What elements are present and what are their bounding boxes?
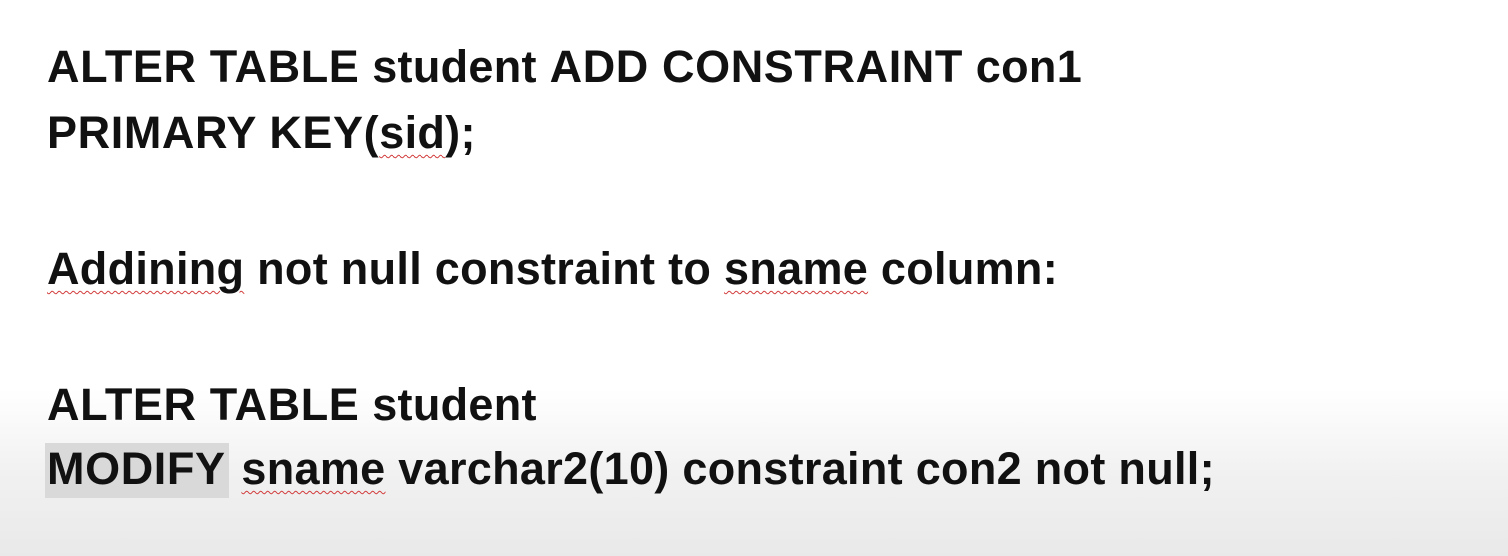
keyword-alter-table: ALTER TABLE [47, 41, 360, 92]
spellcheck-word-sid: sid [379, 107, 446, 158]
sql-line-primary-key [47, 108, 476, 158]
sql-line-alter-table-student [47, 380, 537, 430]
sql-line-alter-table-add-constraint [47, 42, 1082, 92]
highlighted-keyword-modify[interactable]: MODIFY [45, 443, 229, 498]
heading-adding-not-null [47, 244, 1058, 294]
spellcheck-word-sname: sname [724, 243, 869, 294]
keyword-alter-table: ALTER TABLE [47, 379, 360, 430]
spellcheck-word-sname: sname [241, 443, 386, 494]
sql-line-modify [47, 444, 1215, 494]
spellcheck-word-addining: Addining [47, 243, 245, 294]
table-name-text: student [359, 41, 550, 92]
constraint-name-text: con1 [963, 41, 1083, 92]
heading-text-end: column: [868, 243, 1058, 294]
closing-text: ); [445, 107, 476, 158]
modify-clause-text: varchar2(10) constraint con2 not null; [385, 443, 1215, 494]
table-name-text: student [359, 379, 537, 430]
heading-text-middle: not null constraint to [244, 243, 724, 294]
keyword-add-constraint: ADD CONSTRAINT [549, 41, 963, 92]
keyword-primary-key: PRIMARY KEY( [47, 107, 380, 158]
space-text [229, 443, 242, 494]
